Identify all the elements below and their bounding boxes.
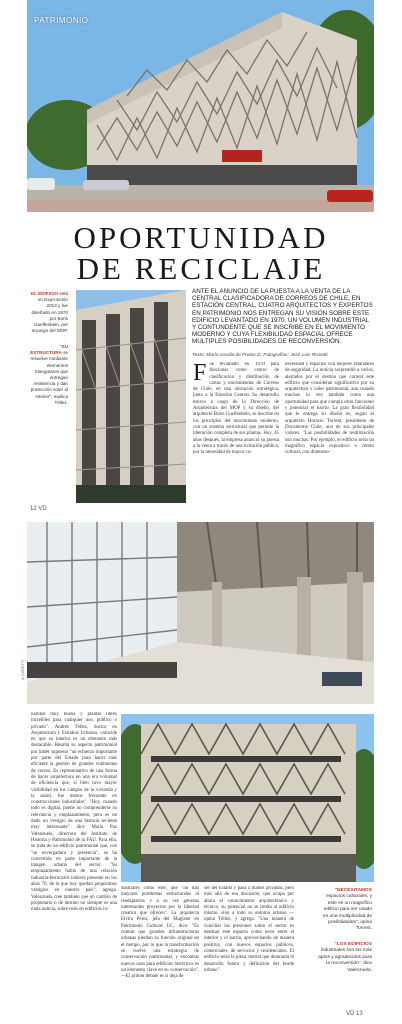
facade-closeup-photo [76, 290, 186, 503]
pull-quote-label: "NECESITAMOS [334, 888, 372, 893]
caption-label: "SU ESTRUCTURA [30, 344, 68, 356]
caption-text: se resuelve mediante elementos triangulares que entregan resistencia y dan protección solar al interior", explica Téllez. [30, 350, 68, 405]
body-text: dustriales como este, que "no dan mayores problemas estructurales al readaptarlos y a su vez generan interesantes proyectos por la libertad creativa que ofrecen". La arquitecta Elvira Pérez, jefa del Magíster en Patrimonio Cultural UC, dice: "Es común que grandes infraestructuras urbanas pierdan su función original en el tiempo, por lo que la transformación se vuelve una estrategia de conservación patrimonial, y encontrar nuevos usos para edificios históricos es un elemento clave en su conservación". —El primer debate es si deja de [121, 886, 199, 980]
building-facade-illustration [27, 0, 374, 212]
body-text: ser del Estado y pasa a manos privadas, pero más allá de esa discusión, que ocupa por ahora el conocimiento arquitectónico y técnico, su potencial no se limita al edificio mismo, sino a todo su entorno urbano —opina Téllez, y agrega: "Una manera de conciliar las presiones sobre el sector es destinar este espacio como nexo entre el interior y el barrio, aprovechando de manera positiva, con nuevos espacios públicos, comerciales, de servicios y residenciales. El edificio sería la pieza central que detonaría el desarrollo futuro y definición del borde urbano". [204, 886, 294, 973]
pull-quote-torrent [318, 888, 372, 933]
body-column-4 [121, 886, 199, 1016]
body-text: nalidad muy buena y plantas libres increíbles para cualquier uso, público o privado". Andrés Téllez, doctor en Arquitectura y Estudios Urbanos, coincide en que su interior es un elemento más destacable. Resalta su aspecto patrimonial por haber supuesto "un esfuerzo importante por parte del Estado para hacer más eficiente la gestión de grandes volúmenes de correo. Es representativo de una forma de hacer arquitectura en una era voluntad de eficiencia que, si bien tuvo mayor visibilidad en los campos de la vivienda y la salud, fue menos frecuente en construcciones industriales". "Hoy, cuando todo es digital, puede no comprenderse su relevancia y emplazamiento, pero es un dado un vestigio de una historia reciente muy interesante" dice María Paz Valenzuela, directora del Instituto de Historia y Patrimonio de la FAU. Para ella, se trata de un edificio patrimonial que, con "su envergadura y presencia", se ha convertido en parte importante de la imagen urbana del sector. "Su emplazamiento habla de una relación industria-ferrocarril todavía presente en los años 70, de la que hoy quedan poquísimos vestigios en nuestro país", agrega. Valenzuela cree también que un cambio de propietario o de destino no siempre es una mala noticia, sobre todo en edificios in- [31, 712, 117, 913]
headline [28, 222, 374, 284]
interior-hall-illustration [27, 522, 374, 704]
body-column-5 [204, 886, 294, 1016]
caption-text: está en Expo-sición 2013 y fue diseñado en 1970 por Boris Guelfenbein, por encargo del MOP. [31, 291, 68, 334]
sidebar-caption-building [30, 291, 68, 334]
byline-credit: Texto: María Cecilia de Frutos D. Fotografías: José Luis Rissetti. [192, 353, 329, 358]
body-text: necesidad y espacios con mejores estándares de seguridad. La noticia sorprendió a varios, alertados por el destino que correrá este edificio que consideran significativo por su arquitectura y valor patrimonial, aun cuando muchos lo ven también como una oportunidad para que cumpla otras funciones y potenciar el barrio. La gran flexibilidad que le entrega su diseño es, según el arquitecto Horacio Torrent, presidente de Docomomo Chile, uno de sus principales valores. "Las posibilidades de reutilización son muchas. Por ejemplo, el edificio sería un magnífico espacio expositivo o centro cultural, con dimensio- [285, 362, 374, 456]
pull-quote-label: "LOS EDIFICIOS [334, 942, 372, 947]
pull-quote-text: espacios culturales, y este es un magnífico edificio para ser usado en una multiplicidad de posibilidades", opina Torrent. [322, 894, 372, 932]
body-column-3 [31, 712, 117, 1012]
headline-line-1: OPORTUNIDAD [73, 220, 329, 255]
sidebar-caption-structure [30, 344, 68, 406]
pull-quote-valenzuela [318, 942, 372, 974]
facade-frontal-photo [121, 714, 374, 882]
drop-cap: F [193, 362, 207, 386]
interior-hall-photo [27, 522, 374, 704]
body-text: ue levantado en 1970 para funcionar como centro de clasificación y distribución de cartas y encomiendas de Correos de Chile, en una ubicación estratégica, junto a la Estación Central. Su desarrollo estuvo a cargo de la Dirección de Arquitectura del MOP y su diseño, del arquitecto Boris Guelfenbein, se inscribe en los principios del movimiento moderno, con un sistema estructural que permite la liberación completa de sus plantas. Hoy, 45 años después, la empresa anunció su puesta a la venta a través de una licitación pública, por la necesidad de mayor ca- [193, 362, 279, 456]
headline-line-2: DE RECICLAJE [76, 251, 326, 286]
lead-paragraph: ANTE EL ANUNCIO DE LA PUESTA A LA VENTA DE LA CENTRAL CLASIFICADORA DE CORREOS DE CHILE, EN ESTACIÓN CENTRAL, CUATRO ARQUITECTOS Y EXPERTOS EN PATRIMONIO NOS ENTREGAN SU VISIÓN SOBRE ESTE EDIFICIO LEVANTADO EN 1970. UN VOLUMEN INDUSTRIAL Y CONTUNDENTE QUE SE INSCRIBE EN EL MOVIMIENTO MODERNO Y CUYA FLEXIBILIDAD ESPACIAL OFRECE MULTIPLES POSIBILIDADES DE RECONVERSIÓN. [192, 288, 373, 346]
page-folio-left: 12 VD [30, 506, 47, 512]
body-column-2 [285, 362, 374, 510]
caption-label: EL EDIFICIO [31, 291, 59, 296]
pull-quote-text: industriales son los más aptos y agradecidos para la reconversión", dice Valenzuela. [318, 948, 372, 973]
page-folio-right: VD 13 [346, 1011, 363, 1017]
facade-closeup-illustration [76, 290, 186, 503]
hero-building-photo [27, 0, 374, 212]
section-label: PATRIMONIO [34, 16, 89, 25]
facade-frontal-illustration [121, 714, 374, 882]
body-column-1 [193, 362, 279, 510]
photo-credit: JL RISSETTI [21, 660, 25, 681]
